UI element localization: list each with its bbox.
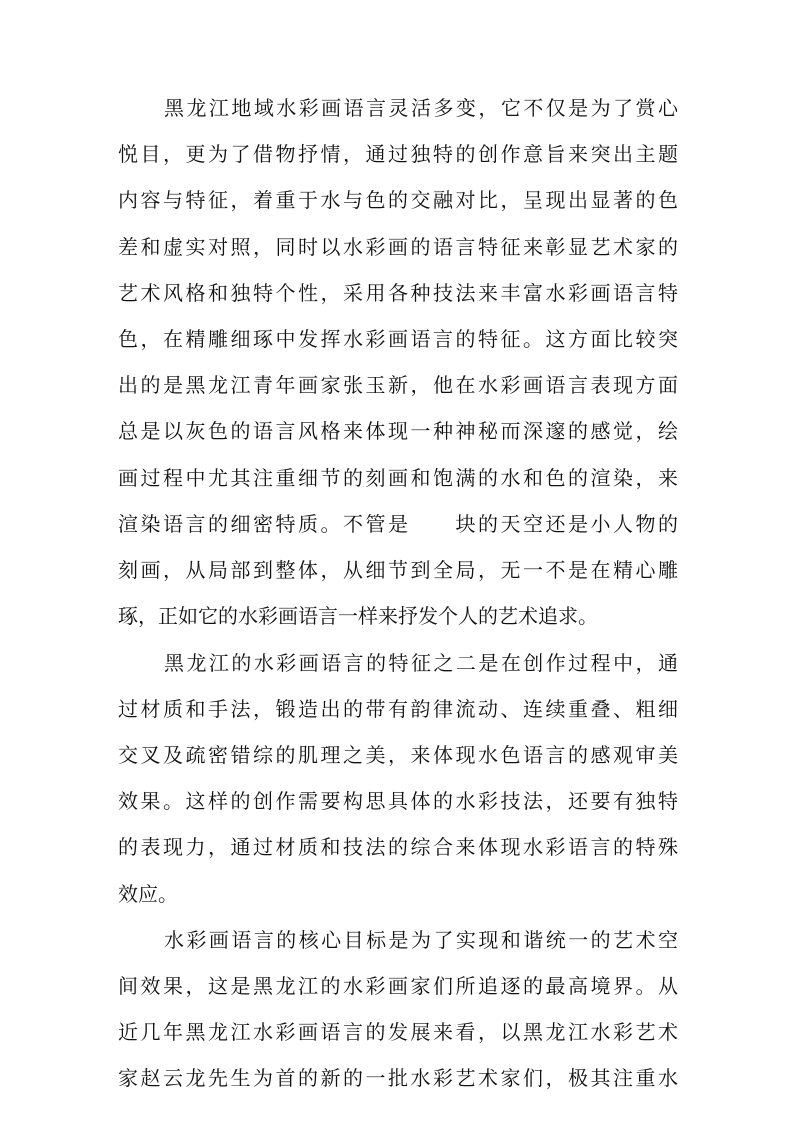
text-line: 黑龙江地域水彩画语言灵活多变，它不仅是为了赏心 bbox=[164, 96, 678, 120]
text-line: 效果。这样的创作需要构思具体的水彩技法，还要有独特 bbox=[118, 789, 678, 813]
text-line: 家赵云龙先生为首的新的一批水彩艺术家们，极其注重水 bbox=[118, 1066, 678, 1090]
text-line: 画过程中尤其注重细节的刻画和饱满的水和色的渲染，来 bbox=[118, 466, 678, 490]
text-line: 交叉及疏密错综的肌理之美，来体现水色语言的感观审美 bbox=[118, 743, 678, 767]
text-line: 渲染语言的细密特质。不管是 块的天空还是小人物的 bbox=[118, 512, 678, 536]
text-line: 水彩画语言的核心目标是为了实现和谐统一的艺术空 bbox=[164, 928, 678, 952]
text-line: 近几年黑龙江水彩画语言的发展来看，以黑龙江水彩艺术 bbox=[118, 1020, 678, 1044]
document-page bbox=[118, 0, 678, 1123]
text-line: 过材质和手法，锻造出的带有韵律流动、连续重叠、粗细 bbox=[118, 697, 678, 721]
text-line: 黑龙江的水彩画语言的特征之二是在创作过程中，通 bbox=[164, 651, 678, 675]
text-line: 艺术风格和独特个性，采用各种技法来丰富水彩画语言特 bbox=[118, 281, 678, 305]
text-line: 琢，正如它的水彩画语言一样来抒发个人的艺术追求。 bbox=[118, 604, 598, 628]
text-line: 间效果，这是黑龙江的水彩画家们所追逐的最高境界。从 bbox=[118, 974, 678, 998]
text-line: 内容与特征，着重于水与色的交融对比，呈现出显著的色 bbox=[118, 188, 678, 212]
text-line: 出的是黑龙江青年画家张玉新，他在水彩画语言表现方面 bbox=[118, 373, 678, 397]
text-line: 的表现力，通过材质和技法的综合来体现水彩语言的特殊 bbox=[118, 835, 678, 859]
text-line: 色，在精雕细琢中发挥水彩画语言的特征。这方面比较突 bbox=[118, 327, 678, 351]
text-line: 刻画，从局部到整体，从细节到全局，无一不是在精心雕 bbox=[118, 558, 678, 582]
text-line: 差和虚实对照，同时以水彩画的语言特征来彰显艺术家的 bbox=[118, 235, 678, 259]
text-line: 总是以灰色的语言风格来体现一种神秘而深邃的感觉，绘 bbox=[118, 419, 678, 443]
text-line: 效应。 bbox=[118, 882, 178, 906]
text-line: 悦目，更为了借物抒情，通过独特的创作意旨来突出主题 bbox=[118, 142, 678, 166]
